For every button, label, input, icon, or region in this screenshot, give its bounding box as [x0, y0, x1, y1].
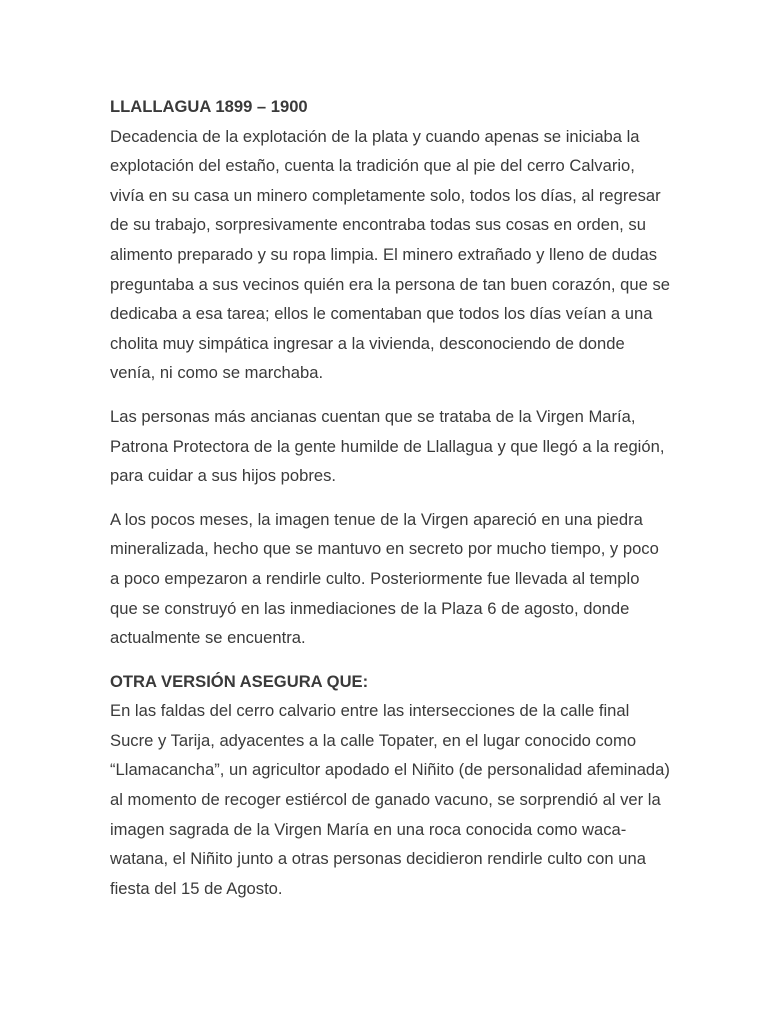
- paragraph-decadencia: Decadencia de la explotación de la plata y cuando apenas se iniciaba la explotación del estaño, cuenta la tradición que al pie del cerro Calvario, vivía en su casa un minero completamente solo, todos los días, al regresar de su trabajo, sorpresivamente encontraba todas sus cosas en orden, su alimento preparado y su ropa limpia. El minero extrañado y lleno de dudas preguntaba a sus vecinos quién era la persona de tan buen corazón, que se dedicaba a esa tarea; ellos le comentaban que todos los días veían a una cholita muy simpática ingresar a la vivienda, desconociendo de donde venía, ni como se marchaba.: [110, 126, 670, 383]
- paragraph-ancianas: Las personas más ancianas cuentan que se trataba de la Virgen María, Patrona Protectora de la gente humilde de Llallagua y que llegó a la región, para cuidar a sus hijos pobres.: [110, 406, 665, 486]
- section-heading-llallagua: LLALLAGUA 1899 – 1900: [110, 97, 308, 116]
- paragraph-faldas: En las faldas del cerro calvario entre las intersecciones de la calle final Sucre y Tarija, adyacentes a la calle Topater, en el lugar conocido como “Llamacancha”, un agricultor apodado el Niñito (de personalidad afeminada) al momento de recoger estiércol de ganado vacuno, se sorprendió al ver la imagen sagrada de la Virgen María en una roca conocida como waca-watana, el Niñito junto a otras personas decidieron rendirle culto con una fiesta del 15 de Agosto.: [110, 701, 670, 898]
- document-page: [110, 92, 670, 917]
- paragraph-pocos-meses: A los pocos meses, la imagen tenue de la Virgen apareció en una piedra mineralizada, hecho que se mantuvo en secreto por mucho tiempo, y poco a poco empezaron a rendirle culto. Posteriormente fue llevada al templo que se construyó en las inmediaciones de la Plaza 6 de agosto, donde actualmente se encuentra.: [110, 509, 659, 648]
- section-heading-otra-version: OTRA VERSIÓN ASEGURA QUE:: [110, 671, 369, 691]
